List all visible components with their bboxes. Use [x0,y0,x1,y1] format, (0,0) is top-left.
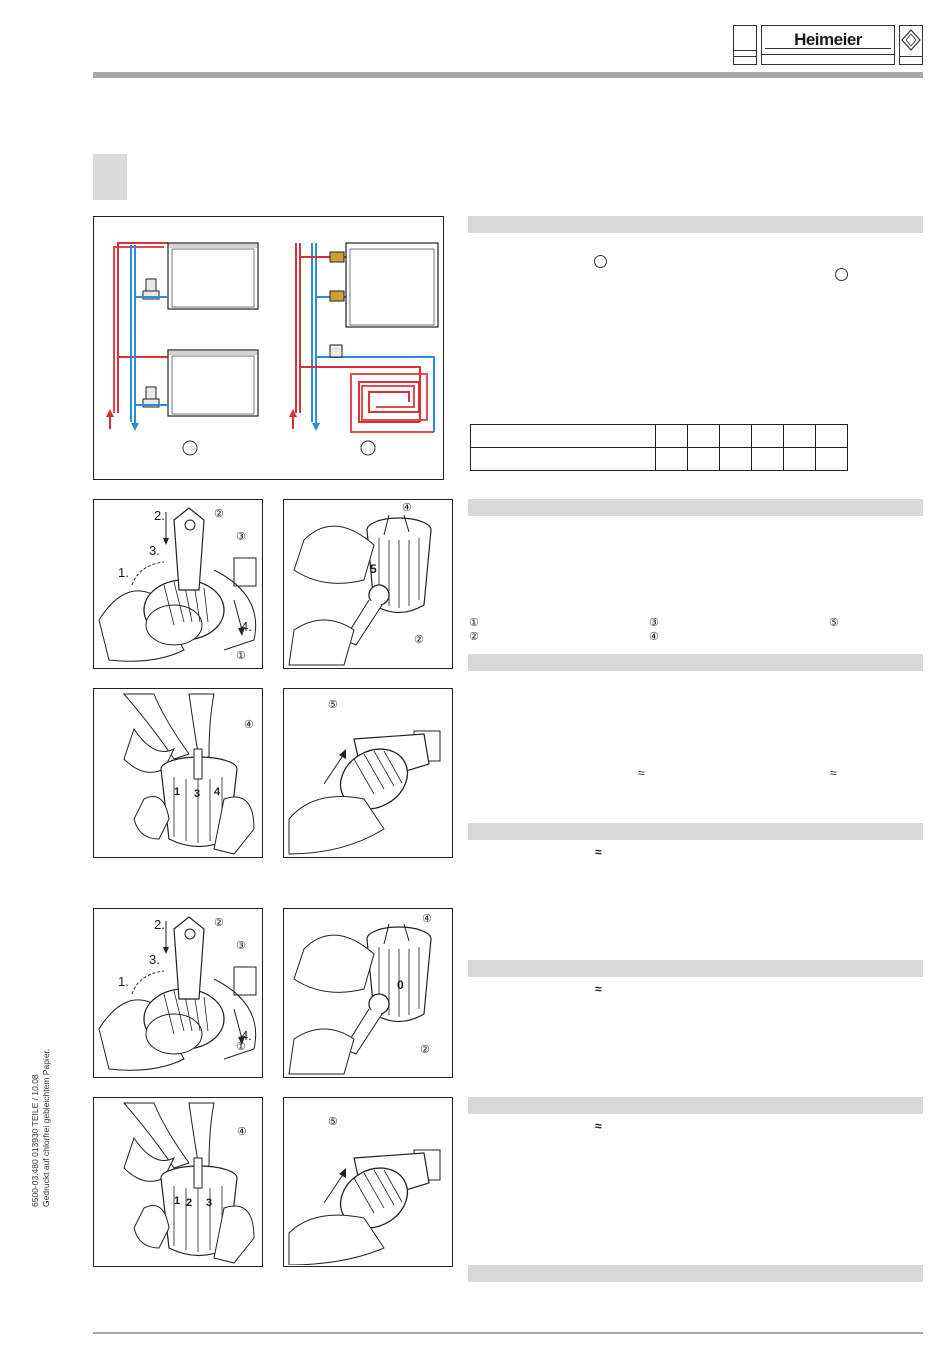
figure-valve-removal-step [93,499,263,669]
step-label-1: 1. [118,974,129,989]
table-row [471,448,848,471]
callout-4: ④ [244,719,254,731]
section-bar-7 [468,1265,923,1282]
legend-3: ③ [649,617,659,629]
approx-symbol: ≈ [595,982,602,996]
table-row [471,425,848,448]
dial-value: 0 [397,978,404,992]
figure-scale-removal [283,499,453,669]
figure-head-mount-2 [283,1097,453,1267]
callout-1: ① [236,1041,246,1053]
figure-head-mount [283,688,453,858]
approx-symbol: ≈ [595,845,602,859]
callout-5: ⑤ [328,1116,338,1128]
callout-2: ② [414,634,424,646]
scale-1: 1 [174,786,181,798]
legend-5: ⑤ [829,617,839,629]
callout-1: ① [236,650,246,662]
logo-emblem [899,25,923,65]
doc-code [30,1049,52,1207]
step-label-4: 4. [241,1028,252,1043]
section-bar-1 [468,216,923,233]
callout-2: ② [214,917,224,929]
emblem-icon [900,28,922,52]
marker-circle-b [835,268,848,281]
section-bar-2 [468,499,923,516]
section-bar-4 [468,823,923,840]
callout-2: ② [214,508,224,520]
paper-note: Gedruckt auf chlorfrei gebleichtem Papier. [41,1048,51,1207]
logo-left-box [733,25,757,65]
section-bar-3 [468,654,923,671]
approx-symbol: ≈ [830,766,837,780]
approx-symbol: ≈ [638,766,645,780]
footer-rule [93,1332,923,1334]
step-label-4: 4. [241,619,252,634]
scale-2: 2 [186,1197,193,1209]
setting-table [470,424,848,471]
legend-4: ④ [649,631,659,643]
step-label-2: 2. [154,917,165,932]
doc-code-line: 6500-03.480 013930 TEILE / 10.08 [30,1074,40,1207]
callout-4: ④ [422,913,432,925]
callout-4: ④ [237,1126,247,1138]
legend-2: ② [469,631,479,643]
chapter-marker [93,154,127,200]
step-label-3: 3. [149,543,160,558]
callout-3: ③ [236,531,246,543]
figure-scale-setting-2 [93,1097,263,1267]
callout-3: ③ [236,940,246,952]
section-bar-6 [468,1097,923,1114]
figure-scale-setting [93,688,263,858]
brand-logo [761,25,895,65]
callout-2: ② [420,1044,430,1056]
figure-scale-removal-2 [283,908,453,1078]
dial-value: 5 [370,562,377,576]
approx-symbol: ≈ [595,1119,602,1133]
marker-circle-a [594,255,607,268]
step-label-2: 2. [154,508,165,523]
callout-5: ⑤ [328,699,338,711]
scale-3: 3 [206,1197,213,1209]
scale-1: 1 [174,1195,181,1207]
figure-valve-removal-step-2 [93,908,263,1078]
header-rule [93,72,923,78]
callout-4: ④ [402,502,412,514]
brand-name: Heimeier [794,30,862,49]
step-label-3: 3. [149,952,160,967]
scale-3: 3 [194,788,201,800]
scale-4: 4 [214,786,221,798]
section-bar-5 [468,960,923,977]
system-diagram [93,216,444,480]
legend-1: ① [469,617,479,629]
step-label-1: 1. [118,565,129,580]
